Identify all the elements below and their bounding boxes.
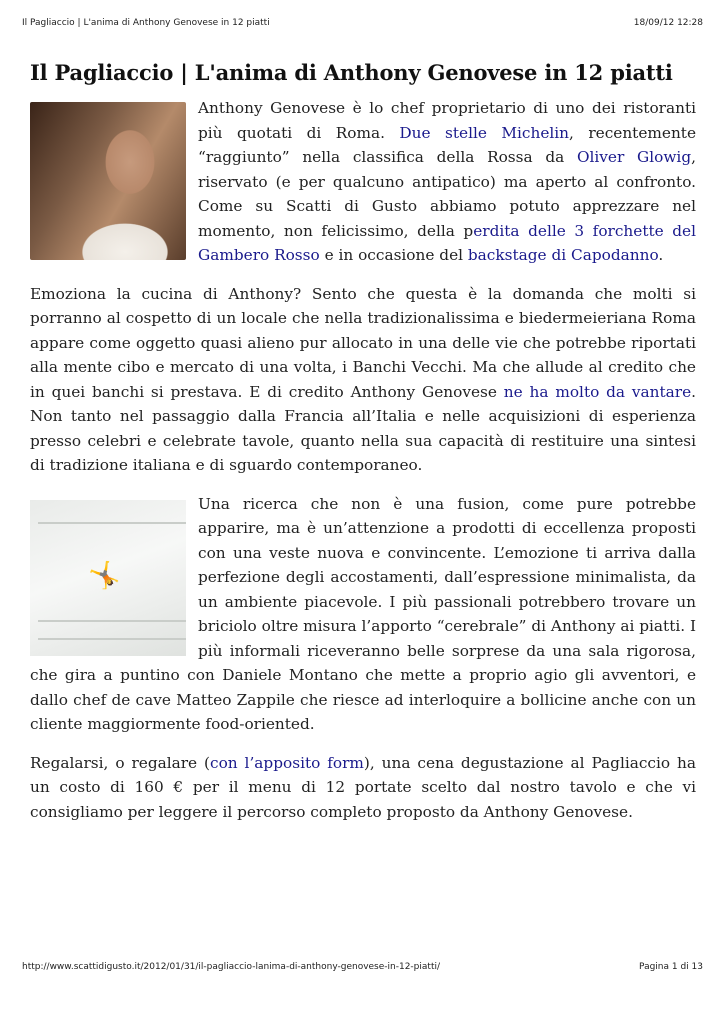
chef-photo	[30, 102, 186, 260]
link-due-stelle-michelin[interactable]: Due stelle Michelin	[399, 123, 570, 142]
paragraph-3: 🤸 Una ricerca che non è una fusion, come pure potrebbe apparire, ma è un’attenzione a prodotti di eccellenza proposti con una veste nuova e convincente. L’emozione ti arriva dalla perfezione degli accostamenti, dall’espressione minimalista, da un ambiente piacevole. I più passionali potrebbero trovare un briciolo oltre misura l’apporto “cerebrale” di Anthony ai piatti. I più informali riceveranno belle sorprese da una sala rigorosa, che gira a puntino con Daniele Montano che mette a proprio agio gli avventori, e dallo chef de cave Matteo Zappile che riesce ad interloquire a bollicine anche con un cliente maggiormente food-oriented.	[30, 494, 697, 733]
napkin-fold-line	[38, 620, 186, 622]
header-datetime: 18/09/12 12:28	[633, 18, 703, 28]
paragraph-4: Regalarsi, o regalare (con l’apposito form), una cena degustazione al Pagliaccio ha un costo di 160 € per il menu di 12 portate scelto dal nostro tavolo e che vi consigliamo per leggere il percorso completo proposto da Anthony Genovese.	[30, 753, 696, 821]
print-header	[22, 18, 703, 28]
article-body	[30, 96, 696, 838]
footer-url: http://www.scattidigusto.it/2012/01/31/il-pagliaccio-lanima-di-anthony-genovese-in-12-piatti/	[22, 962, 441, 972]
header-title: Il Pagliaccio | L'anima di Anthony Genovese in 12 piatti	[22, 18, 270, 28]
napkin-fold-line	[38, 638, 186, 640]
link-perdita-forchette[interactable]: erdita delle 3 forchette del Gambero Rosso	[198, 221, 696, 264]
napkin-photo	[30, 500, 186, 656]
page-title: Il Pagliaccio | L'anima di Anthony Genovese in 12 piatti	[30, 60, 673, 85]
footer-page-number: Pagina 1 di 13	[639, 962, 703, 972]
print-footer	[22, 962, 703, 972]
paragraph-2: Emoziona la cucina di Anthony? Sento che questa è la domanda che molti si porranno al cospetto di un locale che nella tradizionalissima e biedermeieriana Roma appare come oggetto quasi alieno pur allocato in una delle vie che potrebbe riportati alla mente cibo e mercato di una volta, i Banchi Vecchi. Ma che allude al credito che in quei banchi si prestava. E di credito Anthony Genovese ne ha molto da vantare. Non tanto nel passaggio dalla Francia all’Italia e nelle acquisizioni di esperienza presso celebri e celebrate tavole, quanto nella sua capacità di restituire una sintesi di tradizione italiana e di sguardo contemporaneo.	[30, 284, 697, 474]
paragraph-1: Anthony Genovese è lo chef proprietario di uno dei ristoranti più quotati di Roma. Due stelle Michelin, recentemente “raggiunto” nella classifica della Rossa da Oliver Glowig, riservato (e per qualcuno antipatico) ma aperto al confronto. Come su Scatti di Gusto abbiamo potuto apprezzare nel momento, non felicissimo, della perdita delle 3 forchette del Gambero Rosso e in occasione del backstage di Capodanno.	[30, 96, 696, 268]
link-oliver-glowig[interactable]: Oliver Glowig	[576, 148, 692, 166]
clown-logo-icon: 🤸	[88, 560, 121, 591]
link-backstage-capodanno[interactable]: backstage di Capodanno	[467, 246, 659, 264]
napkin-fold-line	[38, 522, 186, 524]
link-apposito-form[interactable]: con l’apposito form	[210, 753, 364, 772]
link-ne-ha-molto[interactable]: ne ha molto da vantare	[503, 382, 692, 401]
